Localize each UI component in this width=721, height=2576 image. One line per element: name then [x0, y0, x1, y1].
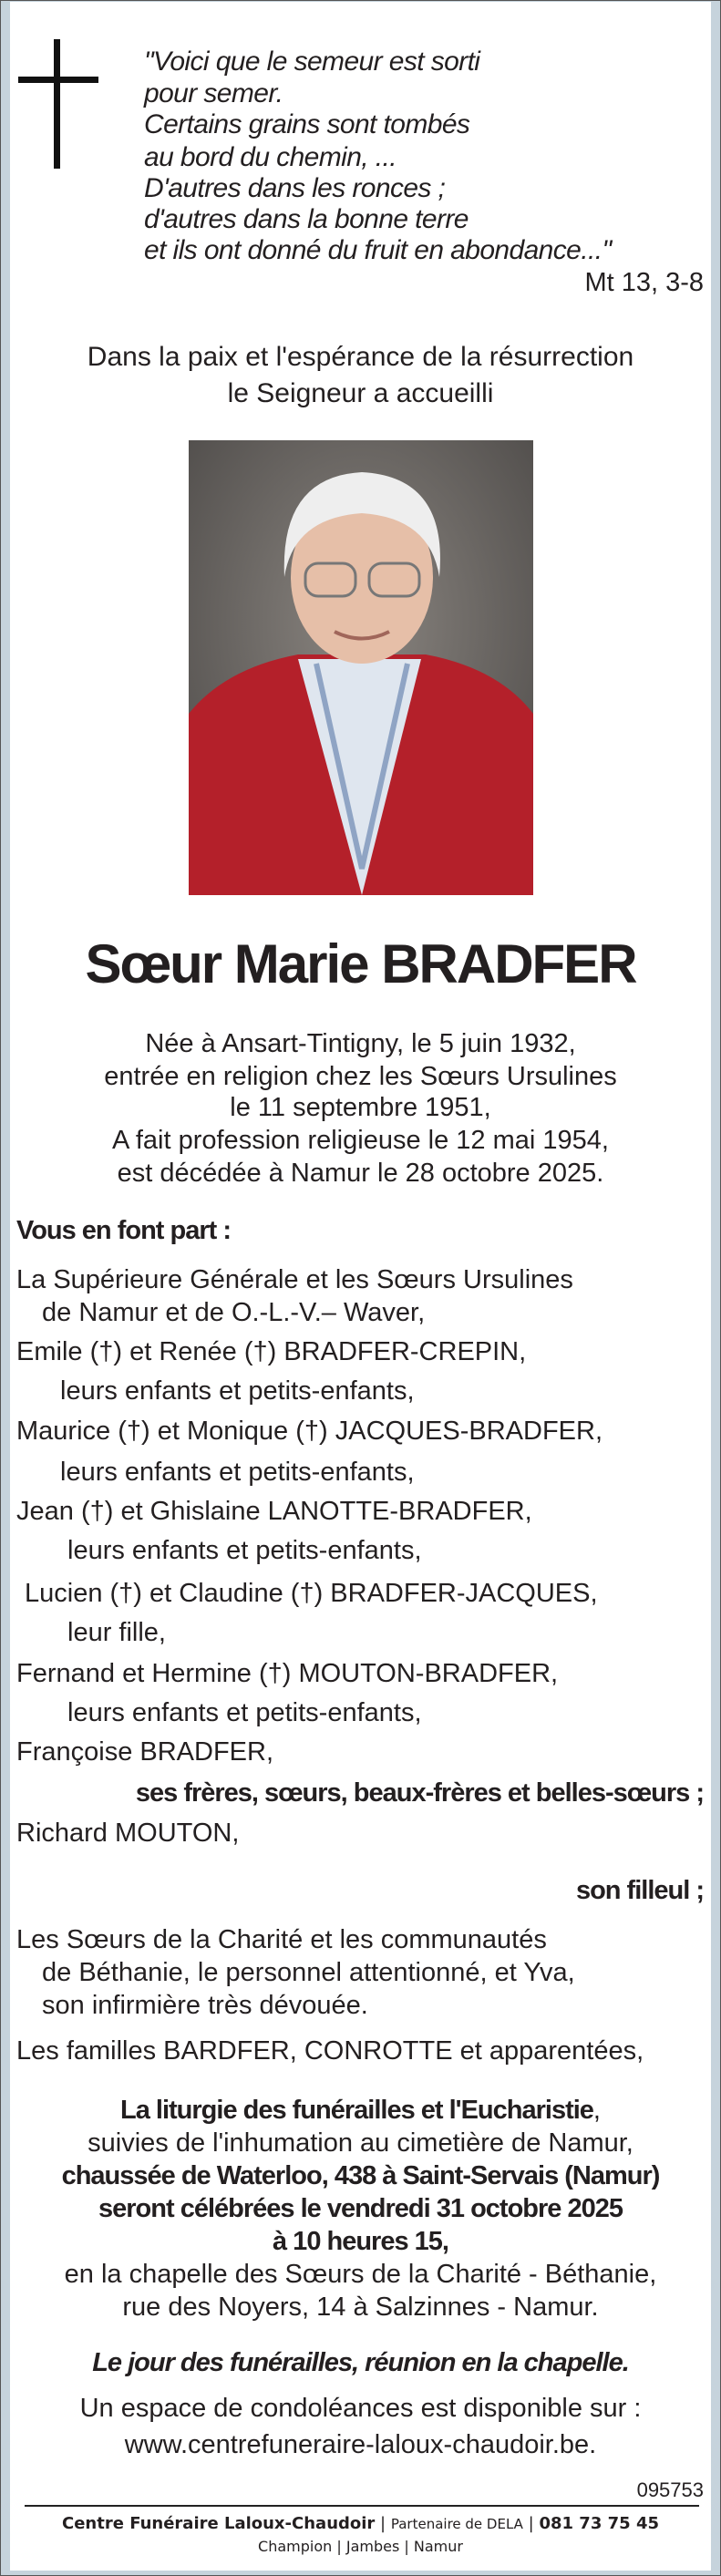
ceremony-line: à 10 heures 15,: [273, 2227, 448, 2256]
family-line: La Supérieure Générale et les Sœurs Ursulines: [16, 1265, 573, 1294]
bio-line: entrée en religion chez les Sœurs Ursulines: [104, 1062, 617, 1091]
bio-line: Née à Ansart-Tintigny, le 5 juin 1932,: [145, 1029, 576, 1058]
quote-line: pour semer.: [144, 78, 283, 108]
ceremony-line: suivies de l'inhumation au cimetière de Namur,: [88, 2128, 633, 2158]
reference-number: 095753: [636, 2478, 704, 2501]
ceremony-line: rue des Noyers, 14 à Salzinnes - Namur.: [122, 2293, 599, 2322]
condolences-text: Un espace de condoléances est disponible sur :: [79, 2394, 642, 2423]
ceremony-title: [0, 2094, 721, 2127]
condolences-link[interactable]: www.centrefuneraire-laloux-chaudoir.be.: [124, 2430, 597, 2459]
ceremony-title-text: La liturgie des funérailles et l'Eucharistie: [120, 2096, 593, 2125]
footer-separator: |: [528, 2514, 534, 2533]
ceremony-title-suffix: ,: [592, 2096, 601, 2125]
family-line: leurs enfants et petits-enfants,: [60, 1376, 415, 1406]
footer-divider: [25, 2505, 699, 2507]
meeting-note: Le jour des funérailles, réunion en la chapelle.: [92, 2348, 629, 2377]
family-line: Françoise BRADFER,: [16, 1737, 274, 1767]
quote-line: "Voici que le semeur est sorti: [144, 46, 480, 77]
family-line: son infirmière très dévouée.: [42, 1991, 368, 2020]
footer-company-line: [0, 2512, 721, 2536]
family-line: Fernand et Hermine (†) MOUTON-BRADFER,: [16, 1659, 559, 1688]
family-line: de Namur et de O.-L.-V.– Waver,: [42, 1298, 426, 1327]
intro-line: le Seigneur a accueilli: [227, 378, 494, 408]
family-line: son filleul ;: [575, 1876, 704, 1905]
ceremony-line: en la chapelle des Sœurs de la Charité - Béthanie,: [64, 2260, 657, 2289]
footer-company: Centre Funéraire Laloux-Chaudoir: [62, 2514, 376, 2533]
family-line: leurs enfants et petits-enfants,: [67, 1698, 422, 1727]
footer-phone[interactable]: 081 73 75 45: [539, 2514, 659, 2533]
ceremony-line: seront célébrées le vendredi 31 octobre 2025: [98, 2194, 623, 2223]
quote-line: D'autres dans les ronces ;: [144, 173, 446, 203]
quote-line: d'autres dans la bonne terre: [144, 204, 469, 234]
family-line: leur fille,: [67, 1618, 166, 1647]
family-line: Les familles BARDFER, CONROTTE et apparentées,: [16, 2036, 644, 2066]
family-line: Richard MOUTON,: [16, 1819, 240, 1848]
intro-line: Dans la paix et l'espérance de la résurrection: [87, 342, 634, 372]
family-line: Lucien (†) et Claudine (†) BRADFER-JACQUES,: [25, 1579, 598, 1608]
ceremony-line: chaussée de Waterloo, 438 à Saint-Servais (Namur): [61, 2161, 660, 2190]
bio-line: est décédée à Namur le 28 octobre 2025.: [117, 1159, 604, 1188]
deceased-name: Sœur Marie BRADFER: [85, 933, 636, 994]
announce-heading: Vous en font part :: [16, 1216, 232, 1245]
footer-partner: Partenaire de DELA: [390, 2516, 523, 2532]
family-line: ses frères, sœurs, beaux-frères et belles-sœurs ;: [135, 1778, 704, 1808]
footer-separator: |: [380, 2514, 386, 2533]
quote-line: Certains grains sont tombés: [144, 109, 470, 139]
family-line: leurs enfants et petits-enfants,: [67, 1536, 422, 1565]
quote-reference: Mt 13, 3-8: [584, 268, 704, 297]
family-line: leurs enfants et petits-enfants,: [60, 1458, 415, 1487]
quote-line: et ils ont donné du fruit en abondance...": [144, 235, 612, 265]
bio-line: A fait profession religieuse le 12 mai 1954,: [112, 1126, 609, 1155]
family-line: de Béthanie, le personnel attentionné, et Yva,: [42, 1958, 575, 1987]
quote-line: au bord du chemin, ...: [144, 142, 397, 172]
portrait-photo: [189, 440, 533, 895]
family-line: Les Sœurs de la Charité et les communautés: [16, 1925, 547, 1954]
family-line: Maurice (†) et Monique (†) JACQUES-BRADFER,: [16, 1417, 603, 1446]
family-line: Jean (†) et Ghislaine LANOTTE-BRADFER,: [16, 1497, 532, 1526]
family-line: Emile (†) et Renée (†) BRADFER-CREPIN,: [16, 1337, 527, 1366]
bio-line: le 11 septembre 1951,: [230, 1093, 491, 1122]
footer-locations: Champion | Jambes | Namur: [258, 2538, 463, 2555]
